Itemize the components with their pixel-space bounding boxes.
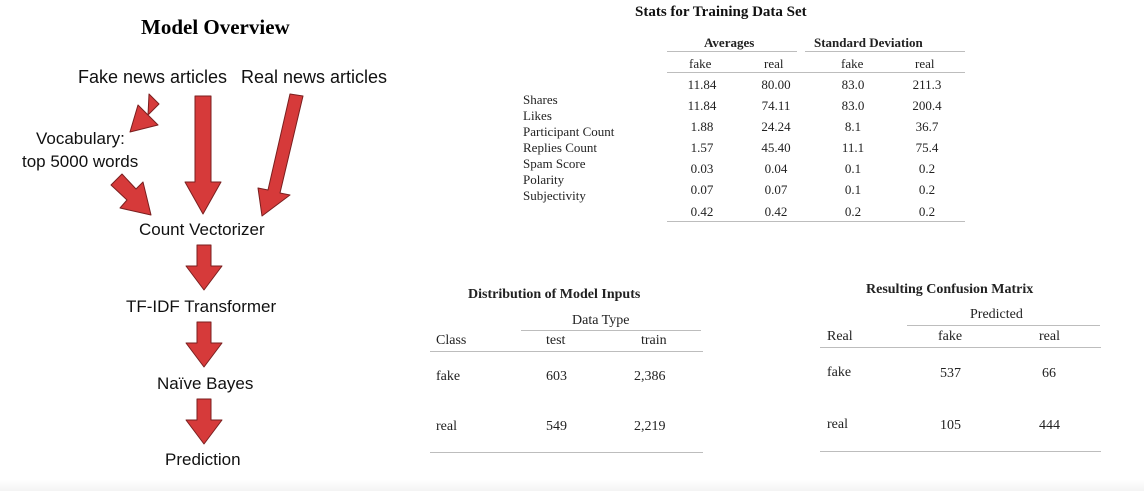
distribution-col-class: Class: [436, 333, 467, 348]
vocabulary-label: Vocabulary:: [36, 129, 125, 148]
distribution-title: Distribution of Model Inputs: [468, 287, 641, 302]
stats-cell-std-fake: 11.1: [841, 140, 865, 155]
diagram-title: Model Overview: [141, 15, 290, 39]
stats-cell-std-real: 36.7: [915, 119, 939, 134]
stats-col-avg-fake: fake: [689, 56, 712, 71]
stats-group-rule-averages: [667, 51, 797, 52]
arrow-tfidf-to-bayes: [186, 322, 222, 367]
distribution-group-label: Data Type: [572, 313, 630, 328]
distribution-header-rule: [430, 351, 703, 352]
confusion-cell-real: 66: [1042, 366, 1056, 381]
arrow-fake-to-vectorizer: [185, 96, 221, 214]
distribution-cell-test: 549: [546, 419, 567, 434]
arrow-vocab-to-vectorizer: [111, 174, 151, 215]
stats-bottom-rule: [667, 221, 965, 222]
step-tfidf-transformer: TF-IDF Transformer: [126, 297, 277, 316]
distribution-group-rule: [521, 330, 701, 331]
stats-row-label: Likes: [523, 108, 552, 123]
stats-cell-avg-real: 24.24: [761, 119, 791, 134]
stats-cell-avg-fake: 1.88: [690, 119, 714, 134]
distribution-col-train: train: [641, 333, 667, 348]
stats-cell-avg-fake: 1.57: [690, 140, 714, 155]
stats-cell-std-real: 211.3: [912, 77, 942, 92]
stats-cell-std-fake: 83.0: [841, 98, 865, 113]
confusion-title: Resulting Confusion Matrix: [866, 282, 1034, 297]
stats-cell-avg-real: 0.07: [764, 182, 788, 197]
stats-cell-std-real: 0.2: [918, 161, 936, 176]
stats-group-std: Standard Deviation: [814, 35, 923, 50]
confusion-cell-real: 444: [1039, 418, 1060, 433]
stats-header-rule: [667, 72, 965, 73]
confusion-col-fake: fake: [938, 329, 963, 344]
distribution-col-test: test: [546, 333, 566, 348]
stats-cell-avg-fake: 11.84: [687, 77, 717, 92]
stats-cell-std-real: 0.2: [918, 204, 936, 219]
confusion-row-label: real: [827, 417, 848, 432]
confusion-col-actual: Real: [827, 329, 853, 344]
confusion-col-real: real: [1039, 329, 1060, 344]
stats-cell-std-fake: 83.0: [841, 77, 865, 92]
stats-col-avg-real: real: [764, 56, 784, 71]
confusion-group-label: Predicted: [970, 307, 1023, 322]
fake-news-source: Fake news articles: [78, 67, 228, 87]
flow-arrows: [0, 0, 420, 491]
stats-cell-avg-fake: 0.42: [690, 204, 714, 219]
stats-cell-std-fake: 0.2: [844, 204, 862, 219]
step-count-vectorizer: Count Vectorizer: [139, 220, 265, 239]
stats-cell-avg-real: 80.00: [761, 77, 791, 92]
stats-col-std-fake: fake: [841, 56, 864, 71]
stats-cell-avg-fake: 11.84: [687, 98, 717, 113]
confusion-cell-fake: 537: [940, 366, 961, 381]
stats-cell-std-fake: 8.1: [844, 119, 862, 134]
stats-cell-std-fake: 0.1: [844, 161, 862, 176]
arrow-vectorizer-to-tfidf: [186, 245, 222, 290]
distribution-cell-train: 2,219: [634, 419, 666, 434]
stats-cell-avg-real: 0.42: [764, 204, 788, 219]
stats-col-std-real: real: [915, 56, 935, 71]
stats-row-label: Shares: [523, 92, 558, 107]
stats-cell-std-real: 75.4: [915, 140, 939, 155]
distribution-row-label: fake: [436, 369, 461, 384]
stats-row-label: Spam Score: [523, 156, 586, 171]
step-naive-bayes: Naïve Bayes: [157, 374, 254, 393]
stats-row-label: Polarity: [523, 172, 565, 187]
vocabulary-size-label: top 5000 words: [22, 152, 139, 171]
stats-cell-std-fake: 0.1: [844, 182, 862, 197]
stats-row-label: Participant Count: [523, 124, 615, 139]
distribution-row-label: real: [436, 419, 457, 434]
distribution-bottom-rule: [430, 452, 703, 453]
stats-group-averages: Averages: [704, 35, 755, 50]
confusion-group-rule: [907, 325, 1100, 326]
stats-cell-std-real: 200.4: [912, 98, 942, 113]
stats-cell-avg-real: 74.11: [761, 98, 791, 113]
distribution-cell-test: 603: [546, 369, 567, 384]
real-news-source: Real news articles: [241, 67, 388, 87]
arrow-bayes-to-prediction: [186, 399, 222, 444]
stats-row-label: Replies Count: [523, 140, 598, 155]
confusion-row-label: fake: [827, 365, 852, 380]
distribution-cell-train: 2,386: [634, 369, 666, 384]
stats-cell-avg-real: 45.40: [761, 140, 791, 155]
confusion-cell-fake: 105: [940, 418, 961, 433]
arrow-fake-to-vocab: [130, 94, 159, 132]
step-prediction: Prediction: [165, 450, 241, 469]
stats-title: Stats for Training Data Set: [635, 4, 807, 20]
stats-cell-avg-real: 0.04: [764, 161, 788, 176]
stats-group-rule-std: [805, 51, 965, 52]
stats-cell-avg-fake: 0.07: [690, 182, 714, 197]
stats-cell-avg-fake: 0.03: [690, 161, 714, 176]
arrow-real-to-vectorizer: [258, 94, 303, 216]
bottom-band: [0, 480, 1144, 491]
stats-row-label: Subjectivity: [523, 188, 586, 203]
confusion-header-rule: [820, 347, 1101, 348]
stats-cell-std-real: 0.2: [918, 182, 936, 197]
confusion-bottom-rule: [820, 451, 1101, 452]
